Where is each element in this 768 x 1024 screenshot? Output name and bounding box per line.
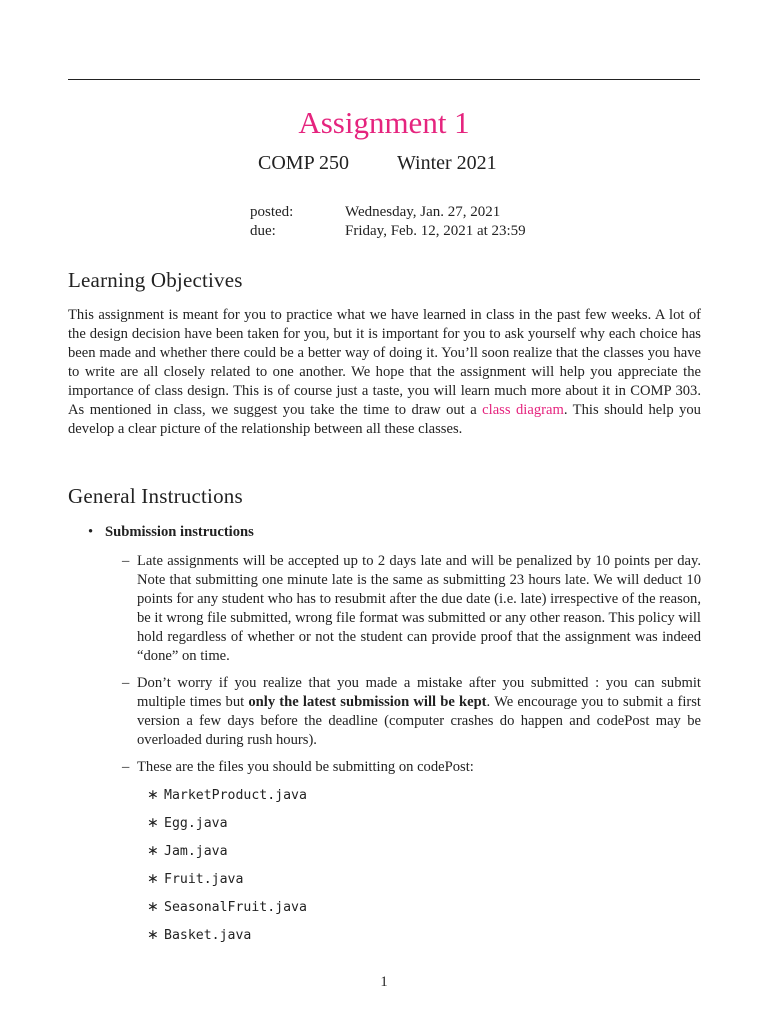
dash-marker: –	[122, 675, 130, 691]
files-intro-text: These are the files you should be submitting on codePost:	[137, 759, 474, 775]
file-item	[147, 898, 307, 917]
posted-row	[250, 203, 526, 222]
class-diagram-link[interactable]: class diagram	[482, 402, 564, 418]
dash-marker: –	[122, 553, 130, 569]
file-marker: ∗	[147, 900, 159, 915]
list-item-late-policy	[122, 552, 701, 666]
assignment-title: Assignment 1	[298, 105, 470, 140]
file-name: Jam.java	[164, 844, 228, 859]
posted-label: posted:	[250, 204, 294, 220]
bullet-marker: •	[88, 524, 94, 540]
resubmission-text-part1: Don’t worry if you realize that you made a mistake after you submitted : you can submit multiple times but	[137, 675, 701, 710]
general-instructions-heading: General Instructions	[68, 484, 243, 508]
file-name: Fruit.java	[164, 872, 244, 887]
file-item	[147, 786, 307, 805]
header-rule	[68, 79, 700, 80]
due-value: Friday, Feb. 12, 2021 at 23:59	[345, 223, 526, 239]
resubmission-text-part2: . We encourage you to submit a first version a few days before the deadline (computer crashes do happen and codePost may be overloaded during rush hours).	[137, 694, 701, 748]
late-policy-text: Late assignments will be accepted up to 2 days late and will be penalized by 10 points per day. Note that submitting one minute late is the same as submitting 23 hours late. We will deduct 10 points for any student who has to resubmit after the due date (i.e. late) irrespective of the reason, be it wrong file submitted, wrong file format was submitted or any other reason. This policy will hold regardless of whether or not the student can provide proof that the assignment was indeed “done” on time.	[137, 553, 701, 664]
file-item	[147, 842, 228, 861]
file-name: Egg.java	[164, 816, 228, 831]
course-term-line	[258, 150, 497, 176]
file-name: SeasonalFruit.java	[164, 900, 307, 915]
posted-value: Wednesday, Jan. 27, 2021	[345, 204, 501, 220]
file-item	[147, 870, 243, 889]
lo-text-part1: This assignment is meant for you to practice what we have learned in class in the past few weeks. A lot of the design decision have been taken for you, but it is important for you to ask yourself why each choice has been made and whether there could be a better way of doing it. You’ll soon realize that the classes you have to write are all closely related to one another. We hope that the assignment will help you appreciate the importance of class design. This is of course just a taste, you will learn much more about it in COMP 303. As mentioned in class, we suggest you take the time to draw out a	[68, 307, 701, 418]
resubmission-text	[137, 674, 701, 750]
page-number: 1	[380, 974, 388, 990]
file-item	[147, 814, 228, 833]
dash-marker: –	[122, 759, 130, 775]
due-row	[250, 222, 526, 241]
submission-instructions-title: Submission instructions	[105, 524, 254, 540]
due-label: due:	[250, 223, 276, 239]
file-marker: ∗	[147, 844, 159, 859]
dates-block	[250, 203, 526, 241]
learning-objectives-paragraph	[68, 306, 701, 439]
resubmission-emphasis: only the latest submission will be kept	[248, 694, 487, 710]
file-name: Basket.java	[164, 928, 252, 943]
learning-objectives-heading: Learning Objectives	[68, 268, 243, 292]
course-code: COMP 250	[258, 152, 349, 174]
list-item-resubmission	[122, 674, 701, 750]
file-marker: ∗	[147, 872, 159, 887]
list-item-files	[122, 758, 701, 777]
course-term: Winter 2021	[396, 152, 497, 174]
file-marker: ∗	[147, 928, 159, 943]
submission-instructions-bullet	[88, 523, 254, 542]
file-marker: ∗	[147, 816, 159, 831]
file-name: MarketProduct.java	[164, 788, 307, 803]
lo-text-part2: . This should help you develop a clear picture of the relationship between all these classes.	[68, 402, 701, 437]
file-item	[147, 926, 251, 945]
file-marker: ∗	[147, 788, 159, 803]
